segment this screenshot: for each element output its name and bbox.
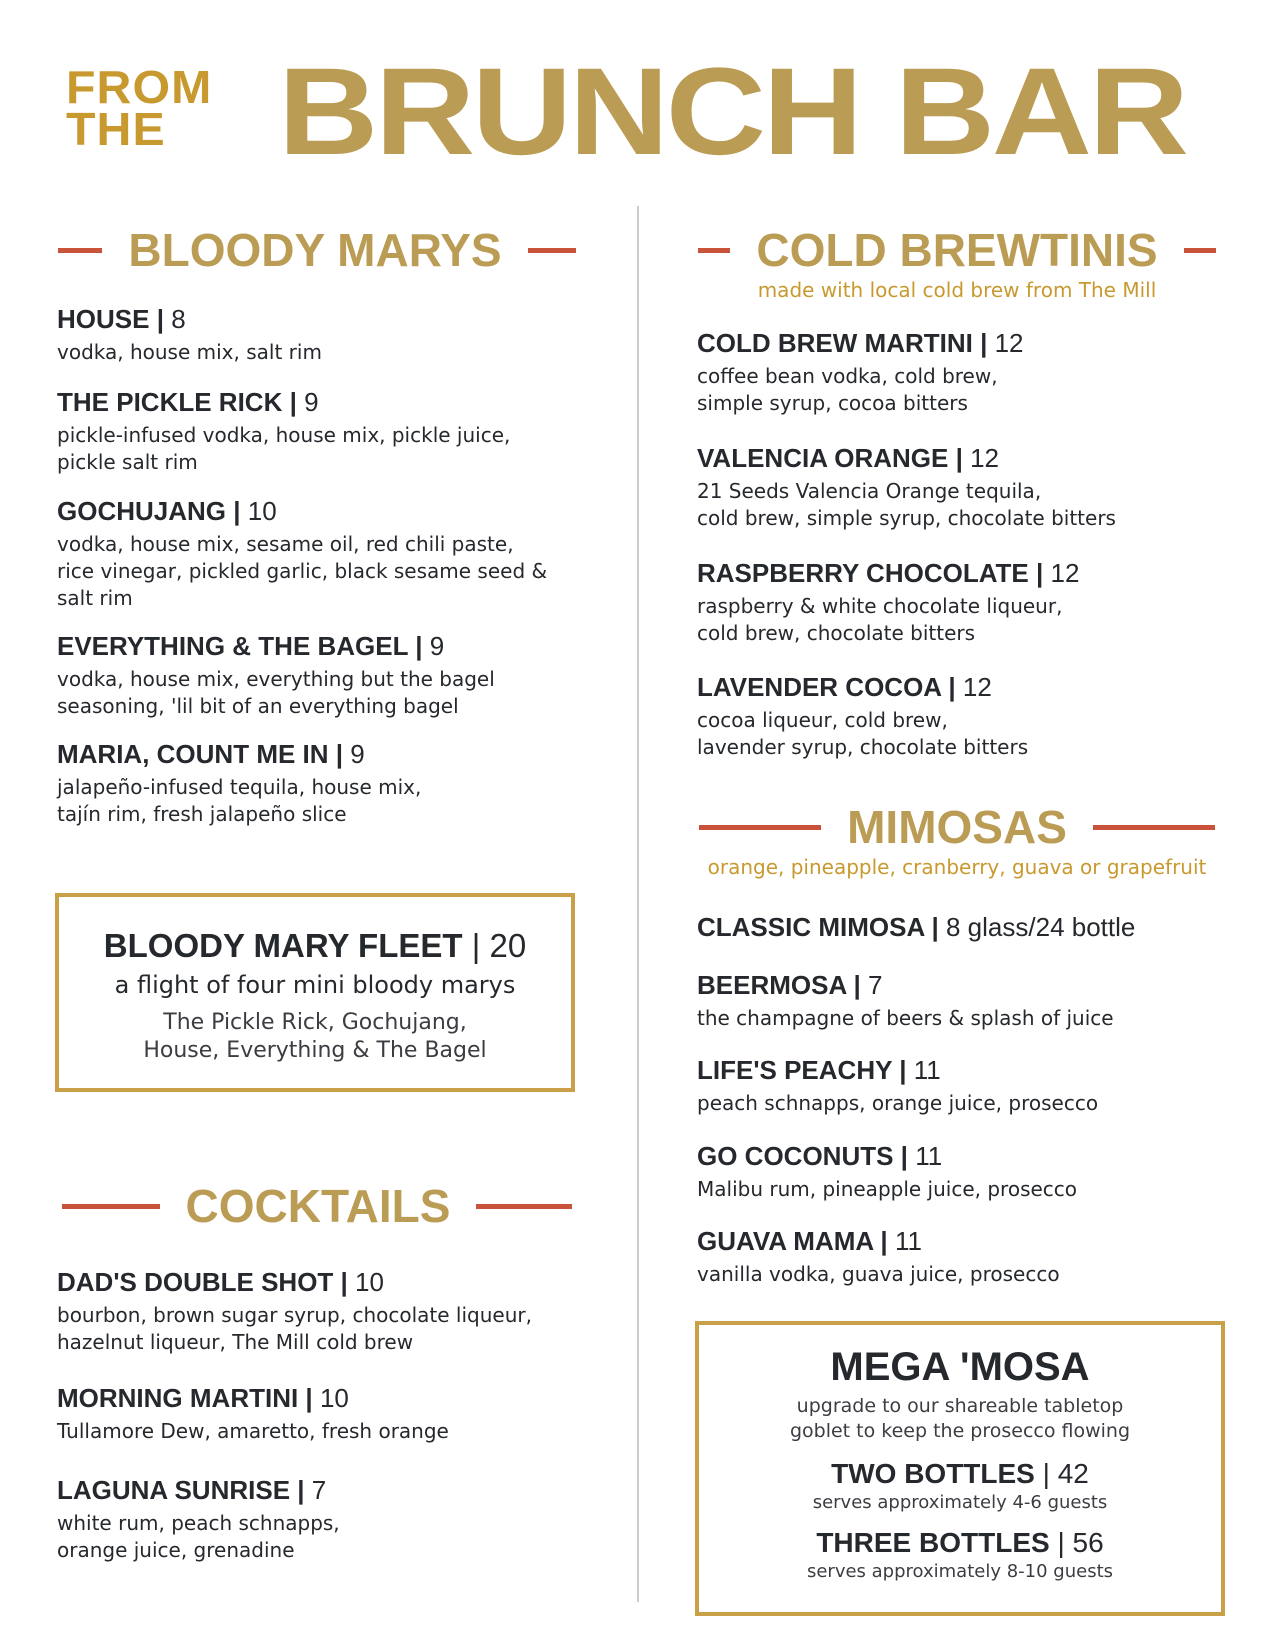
brunch-bar-title: BRUNCH BAR (278, 43, 1186, 181)
section-heading (697, 797, 1217, 857)
menu-item (57, 496, 547, 612)
option-price: 42 (1057, 1458, 1089, 1489)
item-description (57, 666, 495, 720)
item-description (697, 363, 1024, 417)
item-description (57, 531, 547, 612)
menu-item (697, 328, 1024, 417)
item-name: THE PICKLE RICK (57, 387, 283, 417)
fleet-title: BLOODY MARY FLEET | 20 (103, 927, 527, 964)
item-price: 9 (429, 631, 445, 661)
item-name: COLD BREW MARTINI (697, 328, 973, 358)
desc-line: simple syrup, cocoa bitters (697, 391, 968, 415)
menu-item (57, 739, 421, 828)
item-price: 11 (894, 1226, 922, 1256)
menu-item (697, 558, 1079, 647)
the-word: THE (66, 103, 166, 155)
desc-line: 21 Seeds Valencia Orange tequila, (697, 479, 1042, 503)
section-title: COLD BREWTINIS (756, 224, 1158, 276)
menu-item (57, 1267, 532, 1356)
desc-line: pickle salt rim (57, 450, 198, 474)
menu-item (57, 631, 495, 720)
item-title: COLD BREW MARTINI | 12 (697, 328, 1024, 358)
item-description (57, 774, 421, 828)
menu-item (57, 1383, 449, 1445)
item-title: THE PICKLE RICK | 9 (57, 387, 319, 417)
desc-line: jalapeño-infused tequila, house mix, (57, 775, 422, 799)
mega-mosa-title: MEGA 'MOSA (830, 1345, 1090, 1389)
menu-item (57, 1475, 340, 1564)
option-name: THREE BOTTLES (816, 1527, 1050, 1558)
option-price: 56 (1072, 1527, 1104, 1558)
menu-header (66, 43, 1216, 181)
section-subtitle: made with local cold brew from The Mill (757, 278, 1157, 302)
desc-line: cold brew, chocolate bitters (697, 621, 976, 645)
item-price: 10 (319, 1383, 349, 1413)
heading-rule-right (528, 248, 576, 253)
desc-line: bourbon, brown sugar syrup, chocolate liqueur, (57, 1303, 532, 1327)
desc-line: vodka, house mix, everything but the bagel (57, 667, 495, 691)
section-title: MIMOSAS (847, 801, 1067, 853)
desc-line: the champagne of beers & splash of juice (697, 1006, 1114, 1030)
menu-item (57, 304, 322, 366)
fleet-price: 20 (489, 927, 527, 964)
section-heading (57, 220, 577, 280)
item-title: GUAVA MAMA | 11 (697, 1226, 922, 1256)
menu-item (697, 1141, 1077, 1203)
item-title: MARIA, COUNT ME IN | 9 (57, 739, 365, 769)
desc-line: rice vinegar, pickled garlic, black sesame seed & (57, 559, 548, 583)
menu-item (697, 912, 1135, 943)
desc-line: salt rim (57, 586, 133, 610)
desc-line: upgrade to our shareable tabletop (796, 1395, 1124, 1417)
desc-line: vanilla vodka, guava juice, prosecco (697, 1262, 1060, 1286)
item-description (57, 1302, 532, 1356)
item-price: 11 (915, 1141, 943, 1171)
item-title: GO COCONUTS | 11 (697, 1141, 943, 1171)
item-description (697, 593, 1079, 647)
item-description (57, 422, 510, 476)
desc-line: hazelnut liqueur, The Mill cold brew (57, 1330, 414, 1354)
item-price: 9 (350, 739, 365, 769)
mega-option: TWO BOTTLES | 42 (831, 1458, 1089, 1489)
item-price: 8 (171, 304, 186, 334)
desc-line: pickle-infused vodka, house mix, pickle juice, (57, 423, 511, 447)
item-price: 12 (962, 672, 992, 702)
item-description (697, 707, 1028, 761)
item-description (57, 339, 322, 366)
column-divider (637, 206, 639, 1602)
desc-line: peach schnapps, orange juice, prosecco (697, 1091, 1099, 1115)
mega-option: THREE BOTTLES | 56 (816, 1527, 1104, 1558)
desc-line: coffee bean vodka, cold brew, (697, 364, 998, 388)
item-price: 12 (994, 328, 1024, 358)
desc-line: cold brew, simple syrup, chocolate bitters (697, 506, 1116, 530)
desc-line: tajín rim, fresh jalapeño slice (57, 802, 347, 826)
item-description (697, 1090, 1098, 1117)
item-name: GUAVA MAMA (697, 1226, 874, 1256)
item-name: VALENCIA ORANGE (697, 443, 949, 473)
from-word: FROM (66, 61, 213, 113)
item-price: 9 (304, 387, 319, 417)
item-name: LIFE'S PEACHY (697, 1055, 892, 1085)
item-description (57, 1418, 449, 1445)
section-title: COCKTAILS (185, 1180, 451, 1232)
mega-mosa-box (695, 1321, 1225, 1616)
desc-line: Malibu rum, pineapple juice, prosecco (697, 1177, 1078, 1201)
fleet-list-line: The Pickle Rick, Gochujang, (163, 1010, 467, 1035)
option-note: serves approximately 4-6 guests (812, 1492, 1108, 1513)
heading-rule-right (1093, 825, 1215, 830)
desc-line: seasoning, 'lil bit of an everything bagel (57, 694, 459, 718)
desc-line: orange juice, grenadine (57, 1538, 295, 1562)
item-price: 7 (868, 970, 883, 1000)
heading-rule-left (62, 1204, 160, 1209)
menu-item (697, 1226, 1060, 1288)
item-name: LAVENDER COCOA (697, 672, 942, 702)
item-title: HOUSE | 8 (57, 304, 186, 334)
section-heading (57, 1176, 577, 1236)
item-price: 10 (355, 1267, 384, 1297)
item-name: MORNING MARTINI (57, 1383, 299, 1413)
item-description (697, 1261, 1060, 1288)
item-name: BEERMOSA (697, 970, 847, 1000)
desc-line: raspberry & white chocolate liqueur, (697, 594, 1063, 618)
desc-line: cocoa liqueur, cold brew, (697, 708, 948, 732)
item-price: 11 (913, 1055, 941, 1085)
item-title: GOCHUJANG | 10 (57, 496, 277, 526)
item-price: 12 (1050, 558, 1080, 588)
item-description (697, 1176, 1077, 1203)
item-name: GO COCONUTS (697, 1141, 894, 1171)
item-title: VALENCIA ORANGE | 12 (697, 443, 999, 473)
mega-mosa-description (699, 1394, 1221, 1444)
item-title: RASPBERRY CHOCOLATE | 12 (697, 558, 1080, 588)
item-name: HOUSE (57, 304, 150, 334)
item-price: 8 glass/24 bottle (946, 912, 1136, 942)
bloody-mary-fleet-box (55, 893, 575, 1092)
heading-rule-right (476, 1204, 572, 1209)
item-name: EVERYTHING & THE BAGEL (57, 631, 409, 661)
item-title: DAD'S DOUBLE SHOT | 10 (57, 1267, 384, 1297)
option-note: serves approximately 8-10 guests (806, 1561, 1114, 1582)
desc-line: goblet to keep the prosecco flowing (789, 1420, 1131, 1442)
item-price: 12 (970, 443, 999, 473)
section-subtitle: orange, pineapple, cranberry, guava or grapefruit (707, 855, 1207, 879)
heading-rule-left (699, 825, 821, 830)
from-the-label (66, 61, 246, 155)
section-cold-brewtinis (697, 220, 1217, 302)
desc-line: lavender syrup, chocolate bitters (697, 735, 1029, 759)
item-name: RASPBERRY CHOCOLATE (697, 558, 1029, 588)
item-title: LIFE'S PEACHY | 11 (697, 1055, 941, 1085)
fleet-list (59, 1009, 571, 1065)
section-title: BLOODY MARYS (128, 224, 502, 276)
fleet-subtitle: a flight of four mini bloody marys (114, 971, 516, 999)
desc-line: vodka, house mix, sesame oil, red chili paste, (57, 532, 514, 556)
option-name: TWO BOTTLES (831, 1458, 1035, 1489)
heading-rule-left (698, 248, 730, 253)
item-name: DAD'S DOUBLE SHOT (57, 1267, 334, 1297)
item-description (697, 478, 1116, 532)
section-mimosas (697, 797, 1217, 879)
item-description (57, 1510, 340, 1564)
desc-line: Tullamore Dew, amaretto, fresh orange (57, 1419, 449, 1443)
fleet-list-line: House, Everything & The Bagel (143, 1038, 487, 1063)
menu-item (697, 970, 1114, 1032)
item-title: CLASSIC MIMOSA | 8 glass/24 bottle (697, 912, 1136, 942)
section-bloody-marys (57, 220, 577, 280)
item-title: LAVENDER COCOA | 12 (697, 672, 992, 702)
item-name: GOCHUJANG (57, 496, 227, 526)
item-title: EVERYTHING & THE BAGEL | 9 (57, 631, 445, 661)
desc-line: white rum, peach schnapps, (57, 1511, 340, 1535)
item-name: MARIA, COUNT ME IN (57, 739, 329, 769)
item-description (697, 1005, 1114, 1032)
section-cocktails (57, 1176, 577, 1236)
section-heading (697, 220, 1217, 280)
fleet-name: BLOODY MARY FLEET (103, 927, 463, 964)
item-title: MORNING MARTINI | 10 (57, 1383, 349, 1413)
desc-line: vodka, house mix, salt rim (57, 340, 322, 364)
heading-rule-left (58, 248, 102, 253)
menu-item (697, 672, 1028, 761)
item-title: LAGUNA SUNRISE | 7 (57, 1475, 327, 1505)
menu-item (697, 443, 1116, 532)
item-name: CLASSIC MIMOSA (697, 912, 925, 942)
item-price: 10 (247, 496, 277, 526)
menu-item (697, 1055, 1098, 1117)
menu-item (57, 387, 510, 476)
item-title: BEERMOSA | 7 (697, 970, 883, 1000)
item-price: 7 (311, 1475, 327, 1505)
item-name: LAGUNA SUNRISE (57, 1475, 291, 1505)
heading-rule-right (1184, 248, 1216, 253)
